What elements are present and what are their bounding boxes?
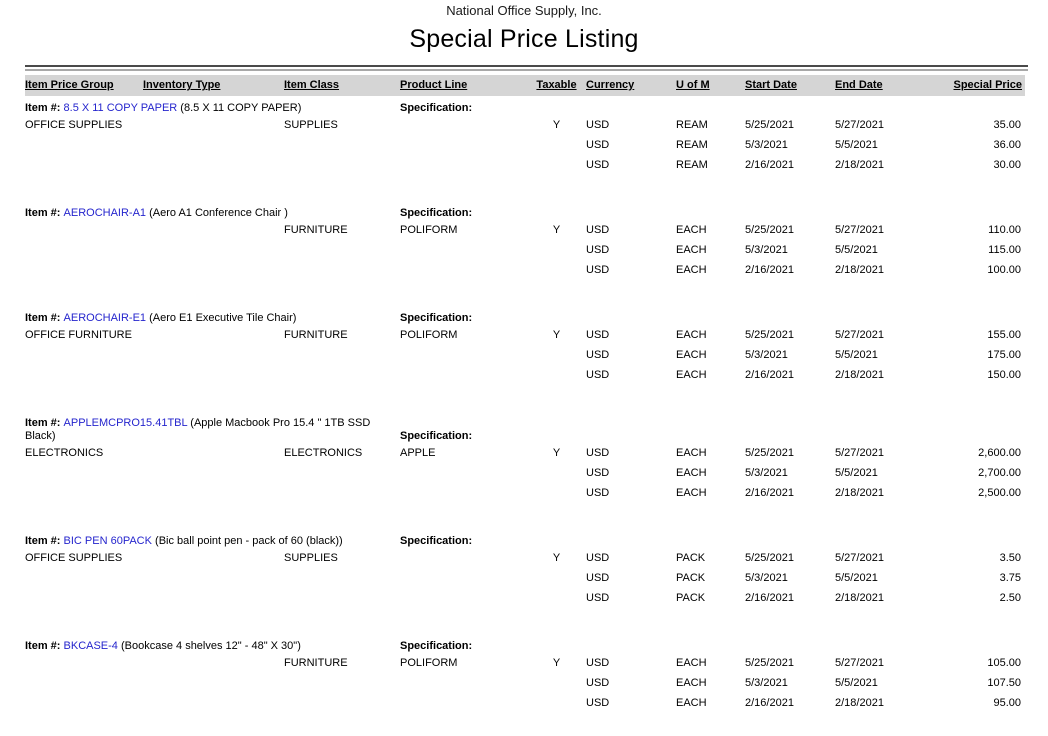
uom-cell: PACK — [676, 552, 706, 564]
item-group-header-row — [25, 96, 1025, 115]
item-price-group-cell — [25, 260, 143, 280]
item-price-group-cell: ELECTRONICS — [25, 447, 104, 459]
price-row — [25, 653, 1025, 673]
product-line-cell — [400, 463, 527, 483]
item-class-cell — [284, 693, 400, 713]
item-class-cell: SUPPLIES — [284, 119, 338, 131]
uom-cell: EACH — [676, 369, 707, 381]
special-price-cell: 105.00 — [987, 657, 1021, 669]
item-heading — [25, 96, 400, 115]
end-date-cell: 5/5/2021 — [835, 677, 878, 689]
item-number-link[interactable]: APPLEMCPRO15.41TBL — [63, 417, 188, 429]
currency-cell: USD — [586, 264, 610, 276]
product-line-cell — [400, 548, 527, 568]
price-row — [25, 365, 1025, 385]
inventory-type-cell — [143, 443, 284, 463]
item-number-link[interactable]: AEROCHAIR-E1 — [63, 312, 147, 324]
item-price-group-cell — [25, 588, 143, 608]
item-description: (Apple Macbook Pro 15.4 " 1TB SSD Black) — [25, 417, 371, 442]
uom-cell: EACH — [676, 329, 707, 341]
start-date-cell: 5/3/2021 — [745, 572, 788, 584]
special-price-cell: 155.00 — [987, 329, 1021, 341]
item-price-group-cell: OFFICE SUPPLIES — [25, 552, 123, 564]
uom-cell: EACH — [676, 447, 707, 459]
uom-cell: EACH — [676, 697, 707, 709]
start-date-cell: 5/25/2021 — [745, 447, 794, 459]
item-class-cell — [284, 365, 400, 385]
specification-label: Specification: — [400, 207, 473, 219]
item-heading — [25, 529, 400, 548]
item-number-label: Item #: — [25, 535, 64, 547]
currency-cell: USD — [586, 369, 610, 381]
item-class-cell: FURNITURE — [284, 329, 348, 341]
uom-cell: EACH — [676, 467, 707, 479]
product-line-cell: POLIFORM — [400, 657, 458, 669]
group-spacer-row — [25, 608, 1025, 634]
uom-cell: EACH — [676, 349, 707, 361]
item-group-header-row — [25, 411, 1025, 443]
specification-label: Specification: — [400, 430, 473, 442]
price-table-body — [25, 96, 1025, 736]
product-line-cell — [400, 693, 527, 713]
spacer-cell — [25, 608, 1025, 634]
product-line-cell: POLIFORM — [400, 224, 458, 236]
special-price-cell: 3.75 — [999, 572, 1021, 584]
end-date-cell: 5/5/2021 — [835, 244, 878, 256]
end-date-cell: 5/5/2021 — [835, 139, 878, 151]
price-row — [25, 135, 1025, 155]
special-price-cell: 30.00 — [993, 159, 1021, 171]
item-class-cell — [284, 155, 400, 175]
start-date-cell: 2/16/2021 — [745, 369, 794, 381]
item-price-group-cell — [25, 483, 143, 503]
special-price-cell: 3.50 — [999, 552, 1021, 564]
inventory-type-cell — [143, 548, 284, 568]
item-class-cell — [284, 483, 400, 503]
taxable-cell — [527, 365, 586, 385]
currency-cell: USD — [586, 487, 610, 499]
price-row — [25, 483, 1025, 503]
special-price-cell: 150.00 — [987, 369, 1021, 381]
item-number-link[interactable]: BIC PEN 60PACK — [63, 535, 152, 547]
item-price-group-cell — [25, 568, 143, 588]
currency-cell: USD — [586, 467, 610, 479]
inventory-type-cell — [143, 155, 284, 175]
price-row — [25, 345, 1025, 365]
inventory-type-cell — [143, 463, 284, 483]
inventory-type-cell — [143, 483, 284, 503]
price-row — [25, 548, 1025, 568]
specification-label: Specification: — [400, 102, 473, 114]
item-price-group-cell — [25, 365, 143, 385]
currency-cell: USD — [586, 329, 610, 341]
currency-cell: USD — [586, 572, 610, 584]
taxable-cell: Y — [552, 447, 561, 459]
start-date-cell: 5/25/2021 — [745, 224, 794, 236]
currency-cell: USD — [586, 552, 610, 564]
item-class-cell — [284, 260, 400, 280]
filler-cell — [586, 634, 1025, 653]
item-class-cell — [284, 568, 400, 588]
item-price-group-cell — [25, 240, 143, 260]
item-class-cell: FURNITURE — [284, 224, 348, 236]
company-name: National Office Supply, Inc. — [446, 3, 602, 18]
item-price-group-cell: OFFICE FURNITURE — [25, 329, 132, 341]
col-header-product-line: Product Line — [400, 75, 527, 96]
currency-cell: USD — [586, 159, 610, 171]
inventory-type-cell — [143, 588, 284, 608]
special-price-cell: 110.00 — [988, 224, 1021, 236]
item-number-link[interactable]: AEROCHAIR-A1 — [63, 207, 147, 219]
currency-cell: USD — [586, 119, 610, 131]
product-line-cell — [400, 673, 527, 693]
end-date-cell: 5/27/2021 — [835, 329, 884, 341]
item-number-link[interactable]: BKCASE-4 — [63, 640, 118, 652]
inventory-type-cell — [143, 653, 284, 673]
start-date-cell: 5/3/2021 — [745, 139, 788, 151]
col-header-item-price-group: Item Price Group — [25, 75, 143, 96]
inventory-type-cell — [143, 673, 284, 693]
special-price-cell: 100.00 — [987, 264, 1021, 276]
item-price-group-cell — [25, 155, 143, 175]
end-date-cell: 5/27/2021 — [835, 447, 884, 459]
special-price-cell: 2,600.00 — [978, 447, 1021, 459]
start-date-cell: 5/25/2021 — [745, 119, 794, 131]
special-price-cell: 2,700.00 — [978, 467, 1021, 479]
col-header-start-date: Start Date — [745, 75, 835, 96]
item-class-cell — [284, 135, 400, 155]
price-row — [25, 220, 1025, 240]
uom-cell: EACH — [676, 487, 707, 499]
spacer-cell — [25, 280, 1025, 306]
special-price-cell: 35.00 — [993, 119, 1021, 131]
item-number-label: Item #: — [25, 207, 64, 219]
taxable-cell — [527, 568, 586, 588]
taxable-cell — [527, 483, 586, 503]
group-spacer-row — [25, 280, 1025, 306]
item-price-group-cell — [25, 653, 143, 673]
spacer-cell — [25, 385, 1025, 411]
report-title: Special Price Listing — [409, 25, 639, 53]
taxable-cell — [527, 155, 586, 175]
taxable-cell: Y — [552, 657, 561, 669]
currency-cell: USD — [586, 349, 610, 361]
item-class-cell — [284, 240, 400, 260]
end-date-cell: 2/18/2021 — [835, 697, 884, 709]
start-date-cell: 2/16/2021 — [745, 592, 794, 604]
end-date-cell: 2/18/2021 — [835, 369, 884, 381]
item-price-group-cell — [25, 345, 143, 365]
start-date-cell: 2/16/2021 — [745, 487, 794, 499]
filler-cell — [586, 306, 1025, 325]
item-heading — [25, 634, 400, 653]
end-date-cell: 2/18/2021 — [835, 159, 884, 171]
currency-cell: USD — [586, 447, 610, 459]
item-group-header-row — [25, 529, 1025, 548]
uom-cell: PACK — [676, 592, 706, 604]
special-price-cell: 36.00 — [993, 139, 1021, 151]
col-header-special-price: Special Price — [927, 75, 1025, 96]
inventory-type-cell — [143, 135, 284, 155]
product-line-cell — [400, 345, 527, 365]
item-number-label: Item #: — [25, 640, 64, 652]
uom-cell: REAM — [676, 139, 708, 151]
inventory-type-cell — [143, 115, 284, 135]
product-line-cell: POLIFORM — [400, 329, 458, 341]
item-group-header-row — [25, 201, 1025, 220]
taxable-cell — [527, 588, 586, 608]
item-group-header-row — [25, 634, 1025, 653]
col-header-end-date: End Date — [835, 75, 927, 96]
item-number-label: Item #: — [25, 417, 64, 429]
special-price-cell: 115.00 — [988, 244, 1021, 256]
price-row — [25, 240, 1025, 260]
filler-cell — [586, 96, 1025, 115]
product-line-cell — [400, 155, 527, 175]
product-line-cell — [400, 135, 527, 155]
item-class-cell: ELECTRONICS — [284, 447, 363, 459]
product-line-cell — [400, 260, 527, 280]
special-price-cell: 175.00 — [987, 349, 1021, 361]
item-price-group-cell — [25, 693, 143, 713]
start-date-cell: 5/3/2021 — [745, 677, 788, 689]
start-date-cell: 2/16/2021 — [745, 264, 794, 276]
col-header-uom: U of M — [676, 75, 745, 96]
currency-cell: USD — [586, 697, 610, 709]
item-price-group-cell: OFFICE SUPPLIES — [25, 119, 123, 131]
uom-cell: EACH — [676, 657, 707, 669]
item-number-link[interactable]: 8.5 X 11 COPY PAPER — [63, 102, 178, 114]
taxable-cell: Y — [552, 224, 561, 236]
special-price-cell: 107.50 — [987, 677, 1021, 689]
price-row — [25, 325, 1025, 345]
col-header-taxable: Taxable — [527, 75, 586, 96]
item-description: (Bic ball point pen - pack of 60 (black)) — [151, 535, 343, 547]
group-spacer-row — [25, 713, 1025, 736]
item-number-label: Item #: — [25, 312, 64, 324]
item-description: (Bookcase 4 shelves 12" - 48" X 30") — [117, 640, 301, 652]
product-line-cell — [400, 588, 527, 608]
product-line-cell — [400, 365, 527, 385]
currency-cell: USD — [586, 224, 610, 236]
end-date-cell: 5/27/2021 — [835, 552, 884, 564]
currency-cell: USD — [586, 592, 610, 604]
uom-cell: PACK — [676, 572, 706, 584]
inventory-type-cell — [143, 240, 284, 260]
item-class-cell — [284, 463, 400, 483]
price-row — [25, 260, 1025, 280]
end-date-cell: 5/5/2021 — [835, 349, 878, 361]
col-header-item-class: Item Class — [284, 75, 400, 96]
item-class-cell — [284, 673, 400, 693]
item-description: (Aero E1 Executive Tile Chair) — [146, 312, 297, 324]
uom-cell: EACH — [676, 244, 707, 256]
end-date-cell: 2/18/2021 — [835, 592, 884, 604]
start-date-cell: 5/3/2021 — [745, 244, 788, 256]
product-line-cell: APPLE — [400, 447, 436, 459]
spacer-cell — [25, 713, 1025, 736]
start-date-cell: 5/3/2021 — [745, 349, 788, 361]
end-date-cell: 2/18/2021 — [835, 264, 884, 276]
taxable-cell — [527, 345, 586, 365]
taxable-cell — [527, 240, 586, 260]
uom-cell: REAM — [676, 159, 708, 171]
col-header-currency: Currency — [586, 75, 676, 96]
start-date-cell: 2/16/2021 — [745, 159, 794, 171]
group-spacer-row — [25, 385, 1025, 411]
product-line-cell — [400, 483, 527, 503]
product-line-cell — [400, 568, 527, 588]
price-row — [25, 693, 1025, 713]
col-header-inventory-type: Inventory Type — [143, 75, 284, 96]
item-price-group-cell — [25, 220, 143, 240]
inventory-type-cell — [143, 365, 284, 385]
specification-label: Specification: — [400, 640, 473, 652]
start-date-cell: 5/25/2021 — [745, 329, 794, 341]
spacer-cell — [25, 175, 1025, 201]
filler-cell — [586, 529, 1025, 548]
price-row — [25, 463, 1025, 483]
currency-cell: USD — [586, 139, 610, 151]
taxable-cell — [527, 260, 586, 280]
item-number-label: Item #: — [25, 102, 64, 114]
group-spacer-row — [25, 175, 1025, 201]
specification-label: Specification: — [400, 535, 473, 547]
item-class-cell: FURNITURE — [284, 657, 348, 669]
start-date-cell: 5/25/2021 — [745, 552, 794, 564]
product-line-cell — [400, 115, 527, 135]
uom-cell: REAM — [676, 119, 708, 131]
taxable-cell — [527, 463, 586, 483]
inventory-type-cell — [143, 693, 284, 713]
group-spacer-row — [25, 503, 1025, 529]
special-price-cell: 2.50 — [999, 592, 1021, 604]
item-price-group-cell — [25, 673, 143, 693]
currency-cell: USD — [586, 244, 610, 256]
inventory-type-cell — [143, 325, 284, 345]
item-description: (Aero A1 Conference Chair ) — [146, 207, 288, 219]
inventory-type-cell — [143, 568, 284, 588]
taxable-cell: Y — [552, 119, 561, 131]
item-price-group-cell — [25, 135, 143, 155]
end-date-cell: 2/18/2021 — [835, 487, 884, 499]
taxable-cell: Y — [552, 329, 561, 341]
taxable-cell: Y — [552, 552, 561, 564]
title-divider — [25, 65, 1028, 71]
item-group-header-row — [25, 306, 1025, 325]
item-heading — [25, 201, 400, 220]
price-row — [25, 588, 1025, 608]
spacer-cell — [25, 503, 1025, 529]
end-date-cell: 5/27/2021 — [835, 657, 884, 669]
start-date-cell: 2/16/2021 — [745, 697, 794, 709]
end-date-cell: 5/27/2021 — [835, 224, 884, 236]
end-date-cell: 5/27/2021 — [835, 119, 884, 131]
item-class-cell: SUPPLIES — [284, 552, 338, 564]
inventory-type-cell — [143, 260, 284, 280]
taxable-cell — [527, 673, 586, 693]
price-row — [25, 115, 1025, 135]
price-row — [25, 155, 1025, 175]
filler-cell — [586, 411, 1025, 443]
item-price-group-cell — [25, 463, 143, 483]
taxable-cell — [527, 135, 586, 155]
end-date-cell: 5/5/2021 — [835, 467, 878, 479]
column-header-row — [25, 75, 1025, 96]
end-date-cell: 5/5/2021 — [835, 572, 878, 584]
uom-cell: EACH — [676, 264, 707, 276]
product-line-cell — [400, 240, 527, 260]
taxable-cell — [527, 693, 586, 713]
item-heading — [25, 306, 400, 325]
uom-cell: EACH — [676, 677, 707, 689]
start-date-cell: 5/25/2021 — [745, 657, 794, 669]
special-price-cell: 95.00 — [993, 697, 1021, 709]
start-date-cell: 5/3/2021 — [745, 467, 788, 479]
specification-label: Specification: — [400, 312, 473, 324]
currency-cell: USD — [586, 677, 610, 689]
item-class-cell — [284, 588, 400, 608]
item-description: (8.5 X 11 COPY PAPER) — [177, 102, 302, 114]
price-row — [25, 673, 1025, 693]
item-heading — [25, 411, 400, 443]
price-row — [25, 568, 1025, 588]
item-class-cell — [284, 345, 400, 365]
price-row — [25, 443, 1025, 463]
inventory-type-cell — [143, 220, 284, 240]
inventory-type-cell — [143, 345, 284, 365]
special-price-cell: 2,500.00 — [978, 487, 1021, 499]
price-table — [25, 75, 1025, 736]
currency-cell: USD — [586, 657, 610, 669]
filler-cell — [586, 201, 1025, 220]
uom-cell: EACH — [676, 224, 707, 236]
